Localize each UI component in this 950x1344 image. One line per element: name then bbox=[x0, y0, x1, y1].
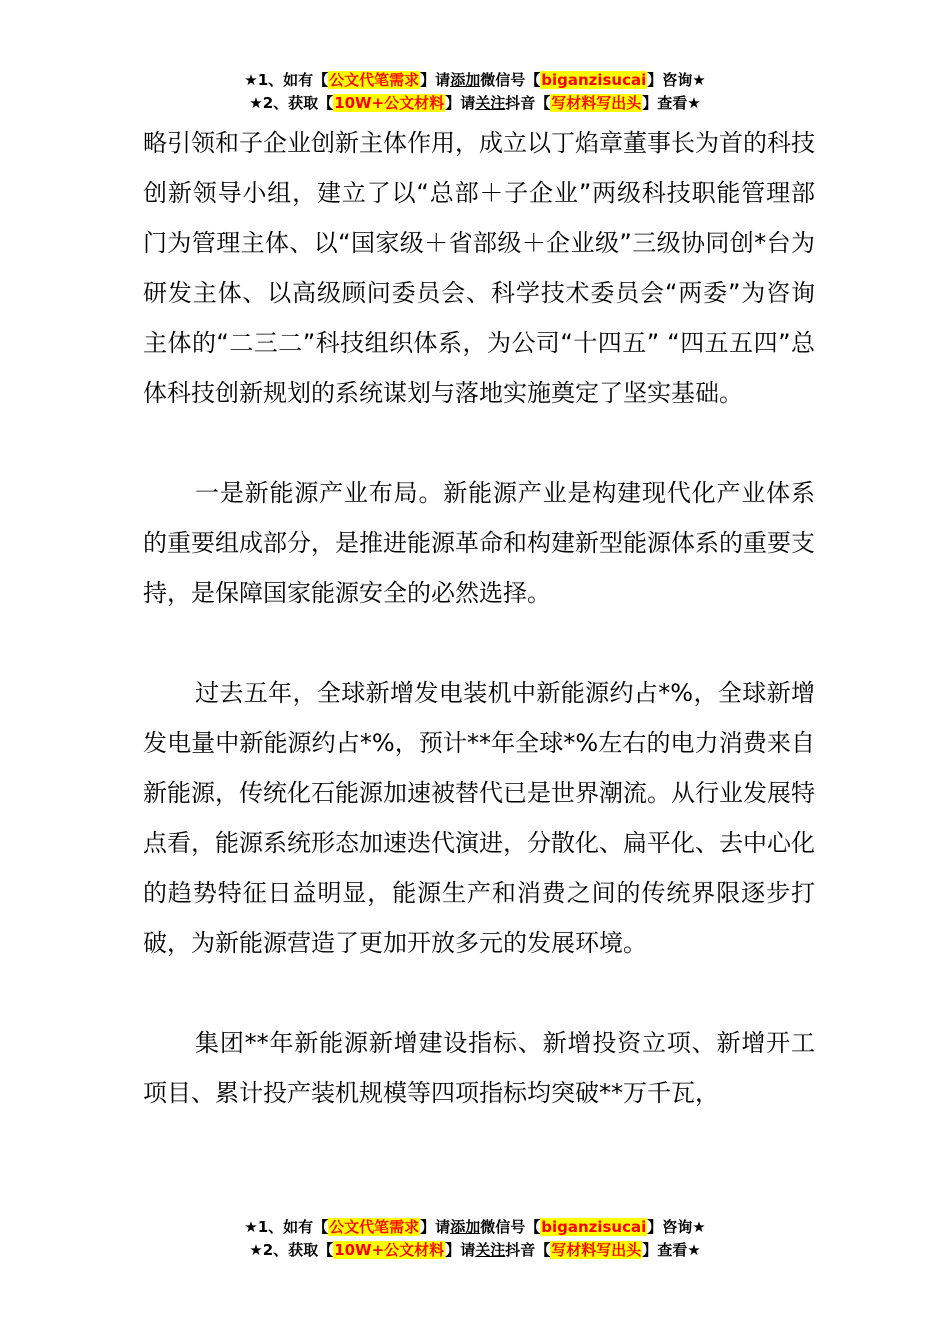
promo-line-1 bbox=[0, 1216, 950, 1239]
promo-text: 】咨询★ bbox=[647, 71, 706, 89]
body-paragraph: 略引领和子企业创新主体作用，成立以丁焰章董事长为首的科技创新领导小组，建立了以“总部＋子企业”两级科技职能管理部门为管理主体、以“国家级＋省部级＋企业级”三级协同创*台为研发主体、以高级顾问委员会、科学技术委员会“两委”为咨询主体的“二三二”科技组织体系，为公司“十四五” “四五五四”总体科技创新规划的系统谋划与落地实施奠定了坚实基础。 bbox=[143, 129, 815, 407]
promo-underlined-text: 添加 bbox=[450, 71, 481, 89]
promo-line-1 bbox=[0, 69, 950, 92]
promo-highlight: biganzisucai bbox=[541, 71, 647, 89]
promo-underlined-text: 添加 bbox=[450, 1218, 481, 1236]
promo-text: ★1、如有【 bbox=[244, 1218, 329, 1236]
promo-highlight: 公文代笔需求 bbox=[329, 1218, 420, 1236]
promo-text: 微信号【 bbox=[480, 71, 541, 89]
promo-text: ★2、获取【 bbox=[249, 1241, 334, 1259]
promo-underlined-text: 关注 bbox=[475, 1241, 506, 1259]
footer-promo-banner bbox=[0, 1216, 950, 1262]
promo-text: 】请 bbox=[420, 1218, 451, 1236]
body-paragraph: 一是新能源产业布局。新能源产业是构建现代化产业体系的重要组成部分，是推进能源革命和构建新型能源体系的重要支持，是保障国家能源安全的必然选择。 bbox=[143, 479, 815, 607]
promo-highlight: 10W+公文材料 bbox=[334, 94, 445, 112]
promo-text: ★2、获取【 bbox=[249, 94, 334, 112]
promo-highlight: 10W+公文材料 bbox=[334, 1241, 445, 1259]
header-promo-banner bbox=[0, 69, 950, 115]
body-paragraph: 过去五年，全球新增发电装机中新能源约占*%，全球新增发电量中新能源约占*%，预计**年全球*%左右的电力消费来自新能源，传统化石能源加速被替代已是世界潮流。从行业发展特点看，能源系统形态加速迭代演进，分散化、扁平化、去中心化的趋势特征日益明显，能源生产和消费之间的传统界限逐步打破，为新能源营造了更加开放多元的发展环境。 bbox=[143, 679, 815, 957]
promo-text: 微信号【 bbox=[480, 1218, 541, 1236]
promo-text: 】请 bbox=[420, 71, 451, 89]
promo-line-2 bbox=[0, 1239, 950, 1262]
document-body bbox=[143, 118, 815, 1118]
promo-highlight: 写材料写出头 bbox=[551, 1241, 642, 1259]
promo-underlined-text: 关注 bbox=[475, 94, 506, 112]
promo-highlight: 写材料写出头 bbox=[551, 94, 642, 112]
promo-text: 抖音【 bbox=[505, 94, 551, 112]
promo-text: 】请 bbox=[445, 1241, 476, 1259]
promo-text: 】咨询★ bbox=[647, 1218, 706, 1236]
promo-text: 】请 bbox=[445, 94, 476, 112]
promo-text: ★1、如有【 bbox=[244, 71, 329, 89]
promo-highlight: 公文代笔需求 bbox=[329, 71, 420, 89]
promo-text: 】查看★ bbox=[642, 1241, 701, 1259]
promo-line-2 bbox=[0, 92, 950, 115]
body-paragraph: 集团**年新能源新增建设指标、新增投资立项、新增开工项目、累计投产装机规模等四项指标均突破**万千瓦， bbox=[143, 1029, 815, 1107]
promo-highlight: biganzisucai bbox=[541, 1218, 647, 1236]
promo-text: 抖音【 bbox=[505, 1241, 551, 1259]
promo-text: 】查看★ bbox=[642, 94, 701, 112]
